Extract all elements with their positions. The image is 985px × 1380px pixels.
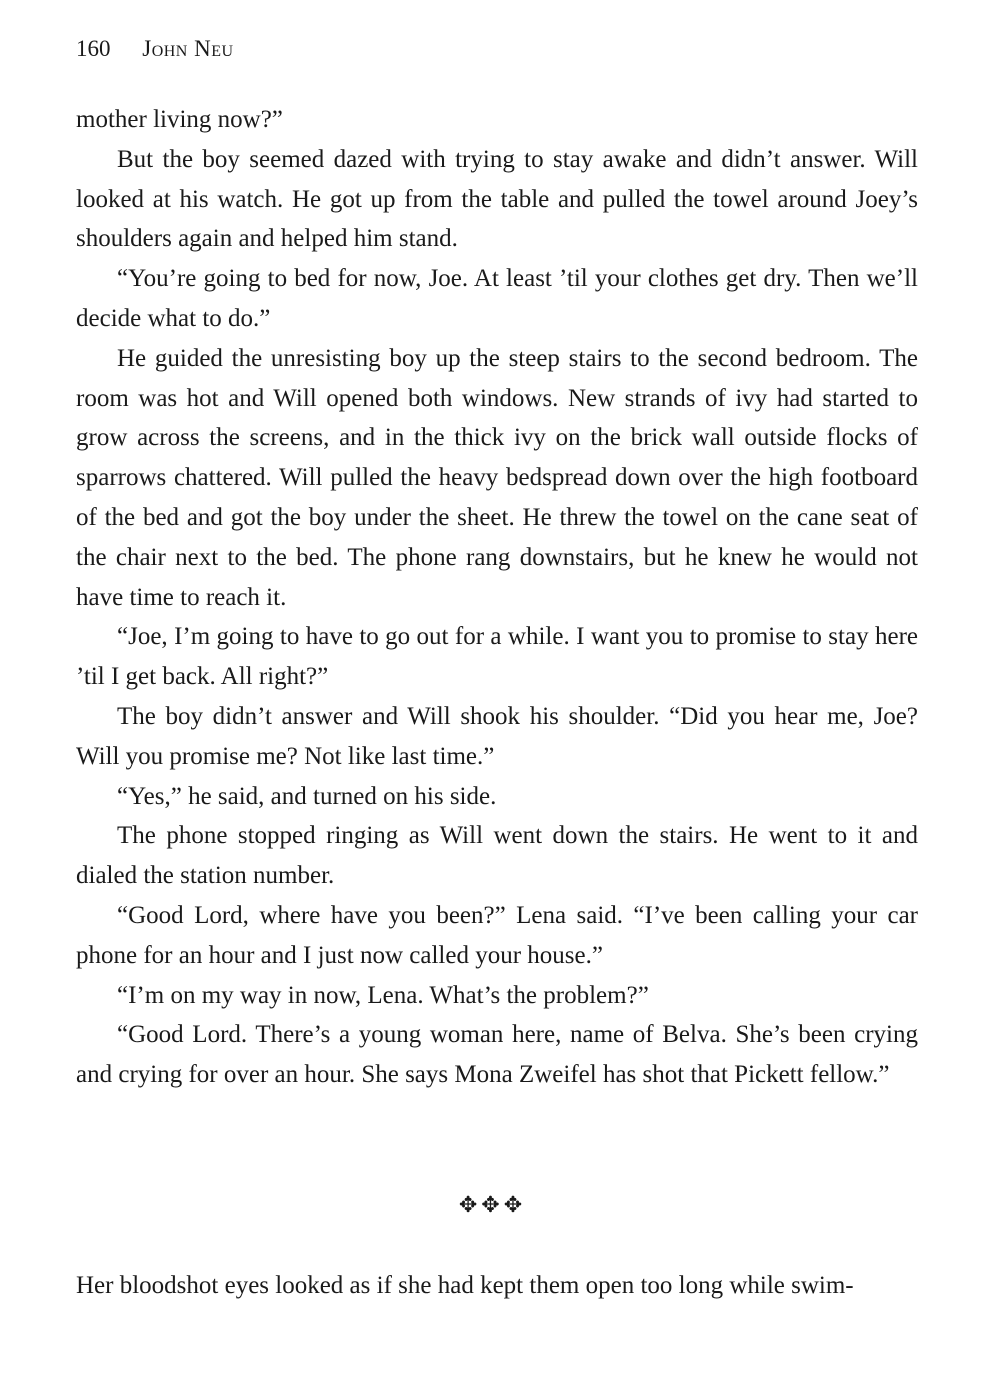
- paragraph: “Joe, I’m going to have to go out for a while. I want you to promise to stay here ’til I get back. All right?”: [76, 623, 918, 691]
- paragraph-after-break: Her bloodshot eyes looked as if she had kept them open too long while swim-: [76, 1272, 854, 1299]
- paragraph: He guided the unresisting boy up the steep stairs to the second bedroom. The room was hot and Will opened both windows. New strands of ivy had started to grow across the screens, and in the thick ivy on the brick wall outside flocks of sparrows chattered. Will pulled the heavy bedspread down over the high footboard of the bed and got the boy under the sheet. He threw the towel on the cane seat of the chair next to the bed. The phone rang downstairs, but he knew he would not have time to reach it.: [76, 344, 918, 611]
- author-name: John Neu: [142, 36, 234, 61]
- paragraph: “Good Lord, where have you been?” Lena said. “I’ve been calling your car phone for an hour and I just now called your house.”: [76, 901, 918, 969]
- page-number: 160: [76, 36, 111, 61]
- section-break-ornament: ✥✥✥: [458, 1192, 527, 1217]
- body-text: [76, 100, 918, 1095]
- paragraph: “Good Lord. There’s a young woman here, name of Belva. She’s been crying and crying for over an hour. She says Mona Zweifel has shot that Pickett fellow.”: [76, 1021, 918, 1089]
- paragraph: mother living now?”: [76, 106, 283, 133]
- paragraph: The phone stopped ringing as Will went down the stairs. He went to it and dialed the station number.: [76, 822, 918, 890]
- paragraph: “You’re going to bed for now, Joe. At least ’til your clothes get dry. Then we’ll decide what to do.”: [76, 265, 918, 332]
- paragraph: But the boy seemed dazed with trying to stay awake and didn’t answer. Will looked at his watch. He got up from the table and pulled the towel around Joey’s shoulders again and helped him stand.: [76, 145, 918, 253]
- paragraph: “Yes,” he said, and turned on his side.: [117, 782, 497, 810]
- running-head: [76, 34, 234, 64]
- paragraph: The boy didn’t answer and Will shook his shoulder. “Did you hear me, Joe? Will you promise me? Not like last time.”: [76, 702, 918, 770]
- paragraph: “I’m on my way in now, Lena. What’s the problem?”: [117, 981, 649, 1009]
